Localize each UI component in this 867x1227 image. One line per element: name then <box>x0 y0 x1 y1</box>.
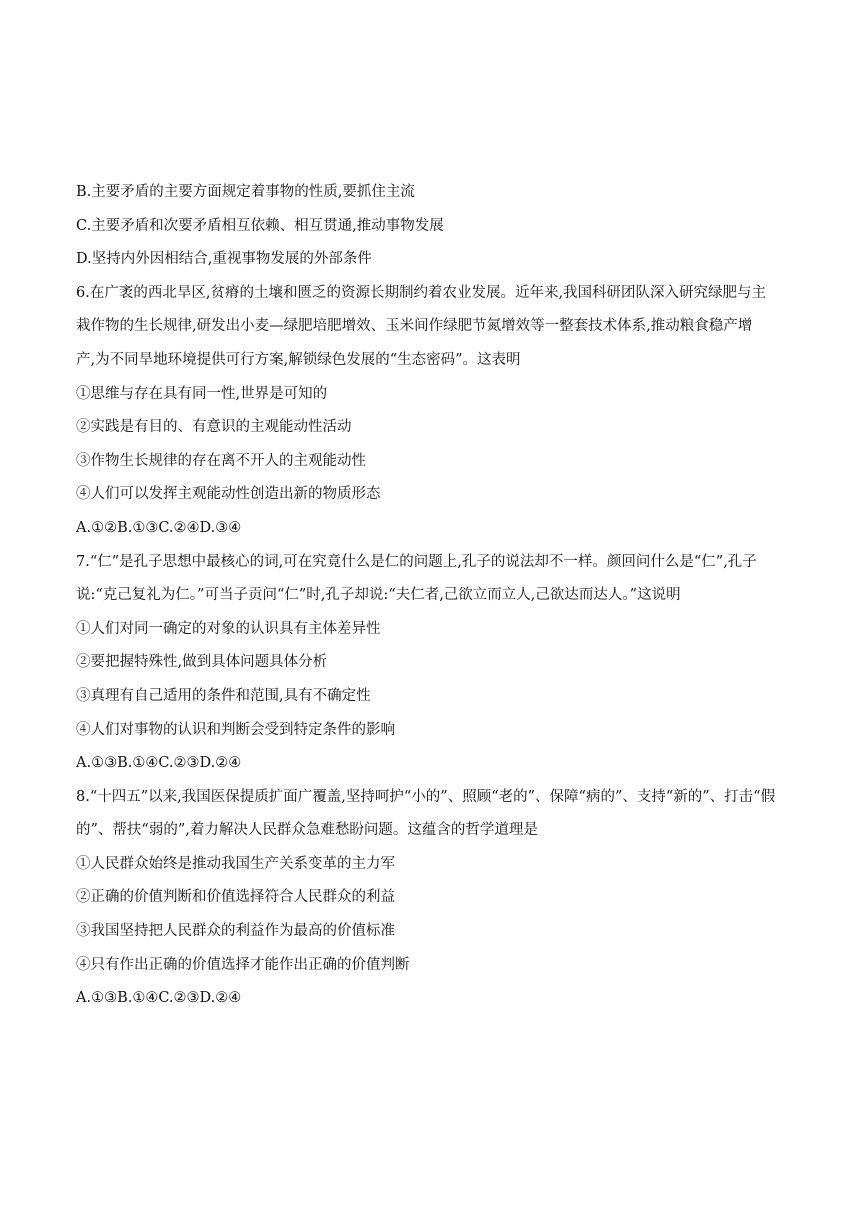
question-7-stem-line-2: 说:“克己复礼为仁。”可当子贡问“仁”时,孔子却说:“夫仁者,己欲立而立人,己欲达而达人。”这说明 <box>76 587 681 604</box>
question-8-statement-4: ④只有作出正确的价值选择才能作出正确的价值判断 <box>76 956 410 973</box>
question-7-statement-2: ②要把握特殊性,做到具体问题具体分析 <box>76 654 328 671</box>
option-5d: D.坚持内外因相结合,重视事物发展的外部条件 <box>76 251 372 268</box>
question-7-statement-1: ①人们对同一确定的对象的认识具有主体差异性 <box>76 620 381 637</box>
question-7-statement-4: ④人们对事物的认识和判断会受到特定条件的影响 <box>76 721 395 738</box>
question-8-statement-1: ①人民群众始终是推动我国生产关系变革的主力军 <box>76 855 395 872</box>
question-8-statement-2: ②正确的价值判断和价值选择符合人民群众的利益 <box>76 889 395 906</box>
question-7-statement-3: ③真理有自己适用的条件和范围,具有不确定性 <box>76 687 371 704</box>
option-5c: C.主要矛盾和次要矛盾相互依赖、相互贯通,推动事物发展 <box>76 217 444 234</box>
question-6-choices: A.①②B.①③C.②④D.③④ <box>76 519 242 536</box>
question-7-choices: A.①③B.①④C.②③D.②④ <box>76 755 242 772</box>
option-5b: B.主要矛盾的主要方面规定着事物的性质,要抓住主流 <box>76 184 415 200</box>
exam-document <box>76 176 806 1016</box>
question-6-statement-4: ④人们可以发挥主观能动性创造出新的物质形态 <box>76 486 381 503</box>
question-6-stem-line-2: 栽作物的生长规律,研发出小麦—绿肥培肥增效、玉米间作绿肥节氮增效等一整套技术体系,推动粮食稳产增 <box>76 318 753 335</box>
question-8-choices: A.①③B.①④C.②③D.②④ <box>76 990 242 1007</box>
question-6-statement-3: ③作物生长规律的存在离不开人的主观能动性 <box>76 452 366 469</box>
question-8-statement-3: ③我国坚持把人民群众的利益作为最高的价值标准 <box>76 923 395 940</box>
question-7-stem-line-1: 7.“仁”是孔子思想中最核心的词,可在究竟什么是仁的问题上,孔子的说法却不一样。颜回问什么是“仁”,孔子 <box>76 553 757 570</box>
question-6-statement-1: ①思维与存在具有同一性,世界是可知的 <box>76 385 328 402</box>
question-6-stem-line-3: 产,为不同旱地环境提供可行方案,解锁绿色发展的“生态密码”。这表明 <box>76 351 521 368</box>
question-6-stem-line-1: 6.在广袤的西北旱区,贫瘠的土壤和匮乏的资源长期制约着农业发展。近年来,我国科研团队深入研究绿肥与主 <box>76 284 767 301</box>
question-8-stem-line-1: 8.“十四五”以来,我国医保提质扩面广覆盖,坚持呵护“小的”、照顾“老的”、保障“病的”、支持“新的”、打击“假 <box>76 788 776 805</box>
question-8-stem-line-2: 的”、帮扶“弱的”,着力解决人民群众急难愁盼问题。这蕴含的哲学道理是 <box>76 822 538 839</box>
question-6-statement-2: ②实践是有目的、有意识的主观能动性活动 <box>76 419 352 436</box>
